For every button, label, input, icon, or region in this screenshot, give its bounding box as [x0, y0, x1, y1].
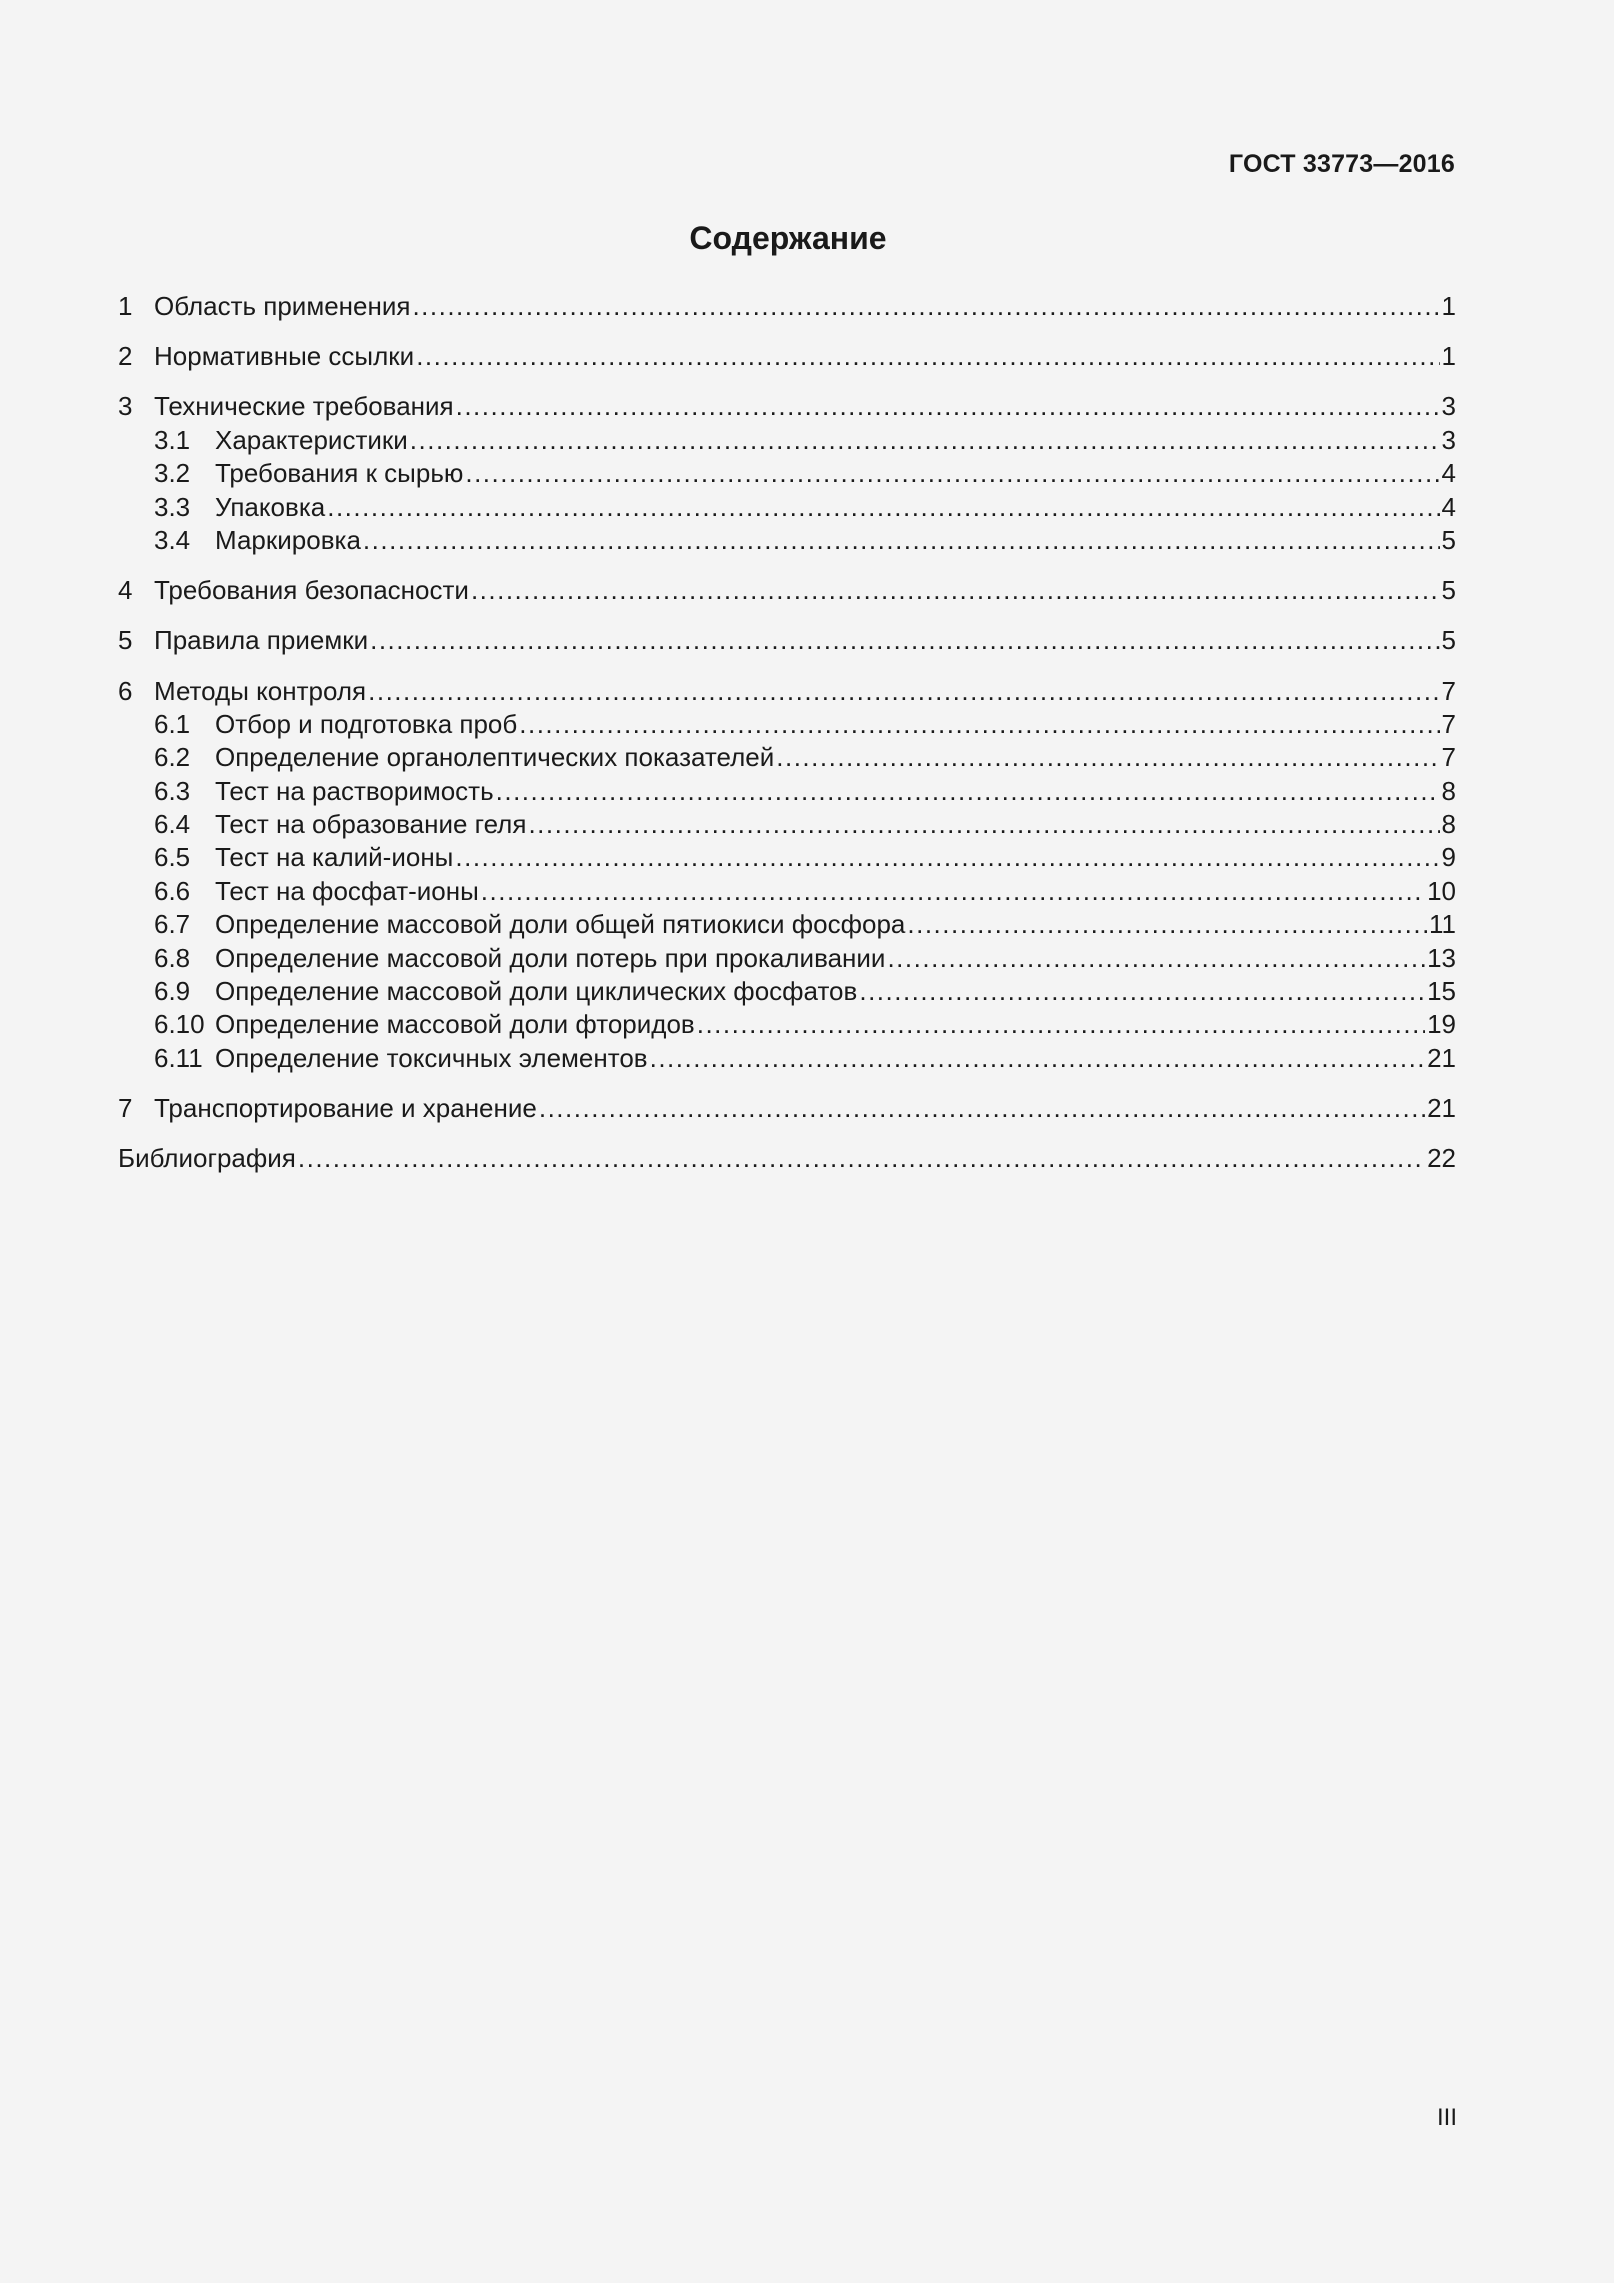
- toc-entry-page: 1: [1441, 291, 1456, 321]
- toc-entry-number: 6.1: [154, 708, 191, 739]
- toc-entry-number: 6.4: [154, 809, 191, 840]
- toc-leader-dots: [776, 741, 1439, 774]
- toc-entry-label: Определение массовой доли фторидов: [215, 1008, 697, 1041]
- toc-leader-dots: [416, 340, 1439, 373]
- toc-entry-label: Определение токсичных элементов: [215, 1042, 650, 1075]
- toc-entry-6-5[interactable]: [118, 841, 1456, 874]
- toc-entry-6-7[interactable]: [118, 908, 1456, 941]
- toc-entry-page: 7: [1441, 708, 1456, 739]
- toc-entry-label: Определение массовой доли циклических фосфатов: [215, 975, 859, 1008]
- toc-entry-label: Отбор и подготовка проб: [215, 708, 519, 741]
- toc-entry-3[interactable]: [118, 390, 1456, 423]
- toc-leader-dots: [539, 1092, 1425, 1125]
- toc-leader-dots: [496, 775, 1440, 808]
- toc-entry-label: Маркировка: [215, 524, 363, 557]
- toc-entry-4[interactable]: [118, 574, 1456, 607]
- toc-entry-label: Тест на образование геля: [215, 808, 528, 841]
- toc-entry-label: Правила приемки: [154, 624, 370, 657]
- toc-leader-dots: [887, 942, 1425, 975]
- page-folio: III: [1436, 2104, 1457, 2131]
- toc-entry-label: Тест на фосфат-ионы: [215, 875, 481, 908]
- toc-entry-label: Транспортирование и хранение: [154, 1092, 539, 1125]
- toc-entry-number: 6.5: [154, 842, 191, 873]
- toc-entry-page: 21: [1427, 1092, 1456, 1123]
- toc-entry-label: Характеристики: [215, 424, 410, 457]
- toc-entry-page: 21: [1427, 1042, 1456, 1073]
- toc-entry-number: 7: [118, 1092, 133, 1123]
- toc-entry-number: 5: [118, 625, 133, 656]
- toc-entry-3-2[interactable]: [118, 457, 1456, 490]
- toc-leader-dots: [368, 675, 1439, 708]
- toc-leader-dots: [519, 708, 1439, 741]
- toc-leader-dots: [697, 1008, 1425, 1041]
- toc-entry-label: Нормативные ссылки: [154, 340, 416, 373]
- toc-entry-6-9[interactable]: [118, 975, 1456, 1008]
- toc-entry-6[interactable]: [118, 675, 1456, 708]
- toc-entry-number: 1: [118, 291, 133, 321]
- toc-entry-6-8[interactable]: [118, 942, 1456, 975]
- toc-leader-dots: [363, 524, 1440, 557]
- toc-entry-number: 4: [118, 575, 133, 606]
- toc-entry-label: Технические требования: [154, 390, 456, 423]
- toc-leader-dots: [650, 1042, 1425, 1075]
- toc-entry-page: 5: [1441, 575, 1456, 606]
- toc-entry-number: 6.7: [154, 909, 191, 940]
- toc-entry-6-2[interactable]: [118, 741, 1456, 774]
- toc-leader-dots: [327, 491, 1439, 524]
- toc-entry-label: Требования безопасности: [154, 574, 471, 607]
- toc-entry-number: 6: [118, 675, 133, 706]
- toc-entry-number: 3.1: [154, 424, 191, 455]
- toc-entry-label: Область применения: [154, 290, 412, 323]
- toc-entry-number: 6.10: [154, 1009, 205, 1040]
- toc-entry-1[interactable]: [118, 290, 1456, 323]
- toc-entry-page: 5: [1441, 524, 1456, 555]
- toc-entry-page: 19: [1427, 1009, 1456, 1040]
- toc-entry-label: Требования к сырью: [215, 457, 465, 490]
- toc-leader-dots: [471, 574, 1440, 607]
- toc-entry-page: 1: [1441, 341, 1456, 372]
- toc-entry-page: 3: [1441, 391, 1456, 422]
- toc-entry-page: 10: [1427, 875, 1456, 906]
- toc-entry-page: 8: [1441, 775, 1456, 806]
- toc-entry-6-11[interactable]: [118, 1042, 1456, 1075]
- toc-entry-number: 6.2: [154, 742, 191, 773]
- toc-entry-6-10[interactable]: [118, 1008, 1456, 1041]
- toc-entry-label: Упаковка: [215, 491, 327, 524]
- toc-entry-2[interactable]: [118, 340, 1456, 373]
- toc-entry-page: 3: [1441, 424, 1456, 455]
- toc-entry-number: 6.3: [154, 775, 191, 806]
- toc-entry-page: 8: [1441, 809, 1456, 840]
- toc-leader-dots: [456, 390, 1440, 423]
- toc-leader-dots: [370, 624, 1439, 657]
- toc-entry-3-1[interactable]: [118, 424, 1456, 457]
- toc-entry-number: 2: [118, 341, 133, 372]
- toc-entry-label: Библиография: [118, 1142, 298, 1175]
- toc-entry-number: 6.9: [154, 976, 191, 1007]
- toc-entry-page: 7: [1441, 675, 1456, 706]
- toc-entry-page: 5: [1441, 625, 1456, 656]
- toc-leader-dots: [907, 908, 1427, 941]
- toc-entry-number: 6.8: [154, 942, 191, 973]
- page-title: Содержание: [689, 220, 887, 256]
- toc-entry-bibliography[interactable]: [118, 1142, 1456, 1175]
- toc-leader-dots: [412, 290, 1439, 323]
- standard-number: ГОСТ 33773—2016: [1228, 150, 1455, 178]
- toc-entry-label: Определение массовой доли общей пятиокиси фосфора: [215, 908, 907, 941]
- toc-entry-number: 3.2: [154, 458, 191, 489]
- toc-entry-page: 11: [1429, 909, 1456, 940]
- toc-leader-dots: [410, 424, 1440, 457]
- toc-entry-label: Тест на растворимость: [215, 775, 496, 808]
- toc-leader-dots: [481, 875, 1425, 908]
- toc-entry-number: 6.11: [154, 1042, 203, 1073]
- toc-entry-page: 22: [1427, 1143, 1456, 1174]
- toc-entry-6-6[interactable]: [118, 875, 1456, 908]
- toc-leader-dots: [455, 841, 1439, 874]
- toc-entry-5[interactable]: [118, 624, 1456, 657]
- toc-entry-6-4[interactable]: [118, 808, 1456, 841]
- toc-entry-7[interactable]: [118, 1092, 1456, 1125]
- toc-leader-dots: [859, 975, 1425, 1008]
- toc-entry-label: Определение органолептических показателей: [215, 741, 776, 774]
- toc-entry-page: 4: [1441, 458, 1456, 489]
- toc-entry-page: 4: [1441, 491, 1456, 522]
- toc-entry-number: 6.6: [154, 875, 191, 906]
- toc-entry-label: Определение массовой доли потерь при прокаливании: [215, 942, 887, 975]
- toc-entry-page: 15: [1427, 976, 1456, 1007]
- toc-entry-label: Методы контроля: [154, 675, 368, 708]
- toc-entry-6-1[interactable]: [118, 708, 1456, 741]
- toc-leader-dots: [298, 1142, 1425, 1175]
- toc-entry-number: 3: [118, 391, 133, 422]
- toc-entry-6-3[interactable]: [118, 775, 1456, 808]
- toc-entry-label: Тест на калий-ионы: [215, 841, 455, 874]
- table-of-contents: [118, 290, 1456, 1176]
- toc-entry-page: 13: [1427, 942, 1456, 973]
- toc-entry-3-4[interactable]: [118, 524, 1456, 557]
- toc-leader-dots: [465, 457, 1439, 490]
- toc-entry-page: 7: [1441, 742, 1456, 773]
- toc-entry-3-3[interactable]: [118, 491, 1456, 524]
- toc-entry-number: 3.3: [154, 491, 191, 522]
- toc-entry-page: 9: [1441, 842, 1456, 873]
- toc-entry-number: 3.4: [154, 524, 191, 555]
- toc-leader-dots: [528, 808, 1439, 841]
